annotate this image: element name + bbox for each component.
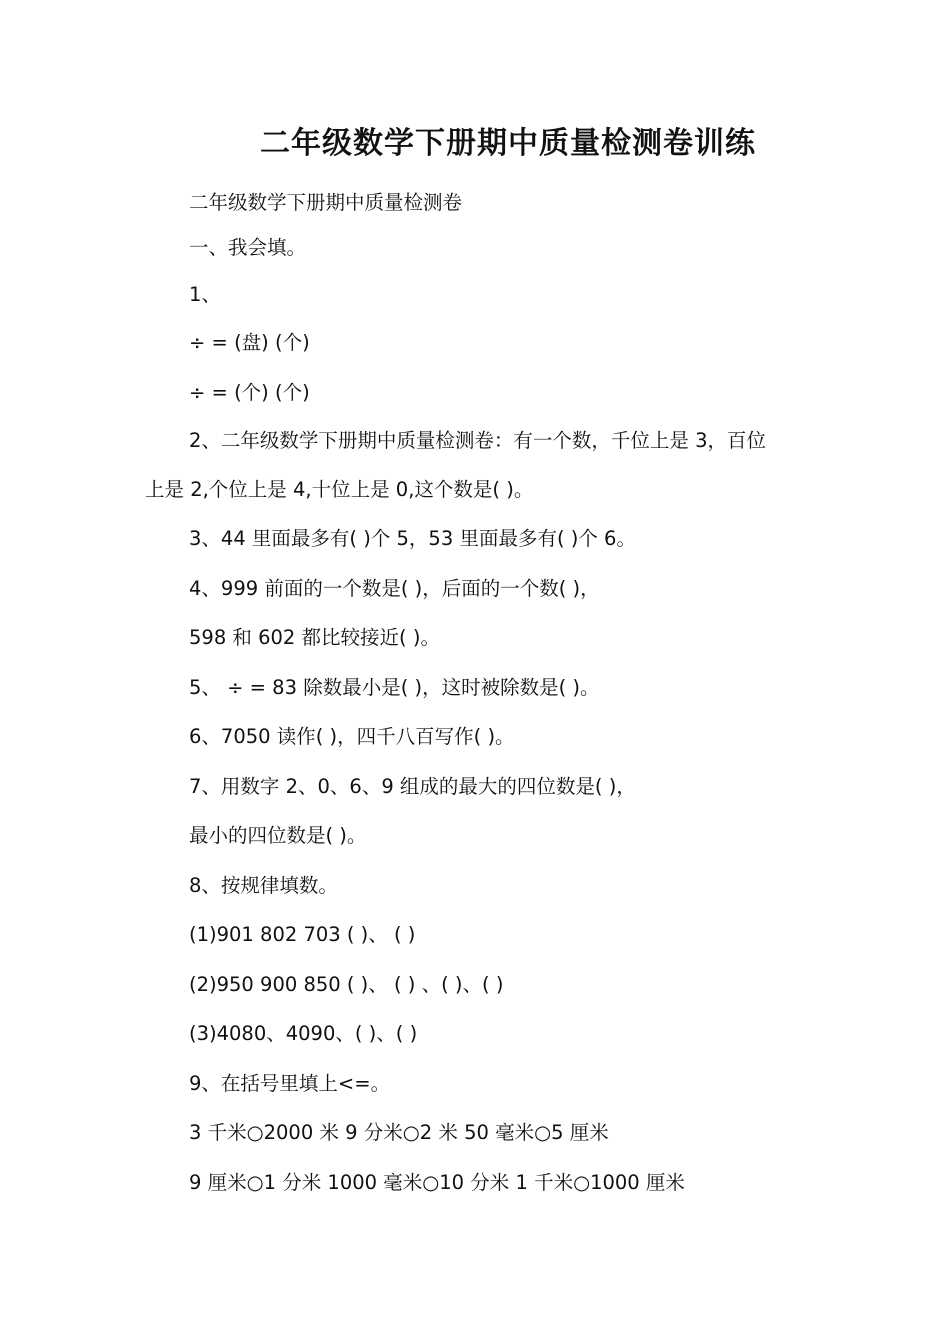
question-8-part-1: (1)901 802 703 ( )、 ( ) <box>189 923 416 946</box>
section-heading: 一、我会填。 <box>189 236 307 259</box>
question-2: 2、二年级数学下册期中质量检测卷：有一个数，千位上是 3，百位 <box>189 429 767 452</box>
question-9: 9、在括号里填上<=。 <box>189 1072 391 1095</box>
question-7: 7、用数字 2、0、6、9 组成的最大的四位数是( )， <box>189 775 636 798</box>
question-9-row-1: 3 千米○2000 米 9 分米○2 米 50 毫米○5 厘米 <box>189 1121 609 1144</box>
question-1-line-b: ÷ = (个) (个) <box>189 381 310 404</box>
question-8: 8、按规律填数。 <box>189 874 338 897</box>
question-4: 4、999 前面的一个数是( )，后面的一个数( )， <box>189 577 600 600</box>
document-title: 二年级数学下册期中质量检测卷训练 <box>260 126 756 161</box>
subtitle-line: 二年级数学下册期中质量检测卷 <box>189 191 463 214</box>
question-8-part-2: (2)950 900 850 ( )、 ( ) 、( )、( ) <box>189 973 504 996</box>
question-7-continued: 最小的四位数是( )。 <box>189 824 367 847</box>
question-9-row-2: 9 厘米○1 分米 1000 毫米○10 分米 1 千米○1000 厘米 <box>189 1171 685 1194</box>
question-4-continued: 598 和 602 都比较接近( )。 <box>189 626 440 649</box>
question-6: 6、7050 读作( )，四千八百写作( )。 <box>189 725 515 748</box>
question-1-line-a: ÷ = (盘) (个) <box>189 331 310 354</box>
question-5: 5、 ÷ = 83 除数最小是( )，这时被除数是( )。 <box>189 676 600 699</box>
question-2-continued: 上是 2,个位上是 4,十位上是 0,这个数是( )。 <box>145 478 534 501</box>
question-1: 1、 <box>189 283 221 306</box>
question-3: 3、44 里面最多有( )个 5，53 里面最多有( )个 6。 <box>189 527 636 550</box>
question-8-part-3: (3)4080、4090、( )、( ) <box>189 1022 418 1045</box>
